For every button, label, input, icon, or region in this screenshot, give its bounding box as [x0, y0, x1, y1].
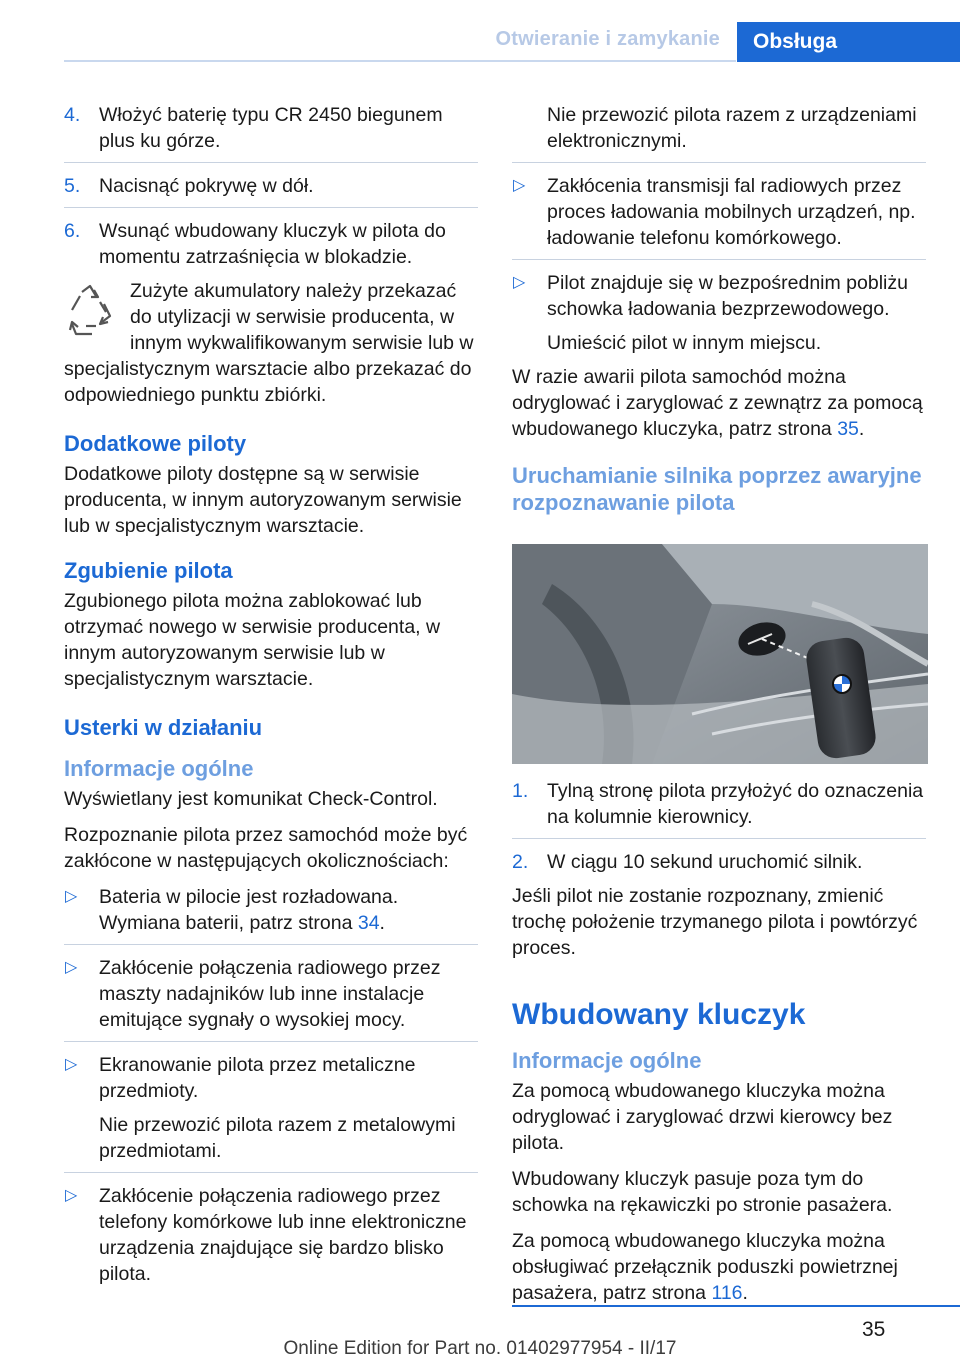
heading-zgubienie-pilota: Zgubienie pilota — [64, 558, 233, 583]
punctuation: . — [379, 912, 385, 934]
step-item — [512, 778, 926, 830]
header-rule — [64, 60, 736, 62]
triangle-bullet-icon: ▷ — [513, 274, 526, 291]
left-column — [64, 102, 478, 1295]
divider — [512, 162, 926, 163]
bullet-subtext: Umieścić pilot w innym miejscu. — [547, 332, 822, 354]
step-number: 2. — [512, 851, 529, 873]
step-number: 4. — [64, 104, 81, 126]
bullet-item — [64, 1052, 478, 1104]
paragraph: Jeśli pilot nie zostanie rozpoznany, zmienić trochę położenie trzymanego pilota i powtórzyć proces. — [512, 885, 918, 959]
step-text: Włożyć baterię typu CR 2450 biegunem plus ku górze. — [99, 104, 443, 152]
bullet-item — [512, 270, 926, 322]
heading-dodatkowe-piloty: Dodatkowe piloty — [64, 431, 247, 456]
steering-column-photo — [512, 544, 928, 764]
right-column — [512, 102, 926, 1316]
divider — [64, 1172, 478, 1173]
page-number: 35 — [862, 1318, 886, 1341]
bullet-text: Ekranowanie pilota przez metaliczne przedmioty. — [99, 1054, 416, 1102]
step-item — [64, 218, 478, 270]
paragraph-text: Za pomocą wbudowanego kluczyka można obsługiwać przełącznik poduszki powietrznej pasażera, patrz strona — [512, 1230, 898, 1304]
divider — [64, 162, 478, 163]
paragraph: Zgubionego pilota można zablokować lub otrzymać nowego w serwisie producenta, w innym autoryzowanym serwisie lub w specjalistycznym warsztacie. — [64, 590, 441, 690]
recycle-icon — [64, 282, 116, 342]
heading-uruchamianie: Uruchamianie silnika poprzez awaryjne rozpoznawanie pilota — [512, 463, 922, 515]
step-text: W ciągu 10 sekund uruchomić silnik. — [547, 851, 863, 873]
bullet-subtext: Nie przewozić pilota razem z urządzeniami elektronicznymi. — [547, 104, 917, 152]
paragraph: Za pomocą wbudowanego kluczyka można odryglować i zaryglować drzwi kierowcy bez pilota. — [512, 1080, 893, 1154]
triangle-bullet-icon: ▷ — [65, 1056, 78, 1073]
bullet-text: Zakłócenia transmisji fal radiowych przez proces ładowania mobilnych urządzeń, np. ładowanie telefonu komórkowego. — [547, 175, 916, 249]
bullet-text: Zakłócenie połączenia radiowego przez maszty nadajników lub inne instalacje emitujące sygnały o wysokiej mocy. — [99, 957, 441, 1031]
divider — [64, 207, 478, 208]
paragraph-text: W razie awarii pilota samochód można odryglować i zaryglować z zewnątrz za pomocą wbudowanego kluczyka, patrz strona — [512, 366, 923, 440]
step-text: Nacisnąć pokrywę w dół. — [99, 175, 314, 197]
page-link[interactable]: 116 — [711, 1282, 743, 1304]
step-item — [512, 849, 926, 875]
step-text: Wsunąć wbudowany kluczyk w pilota do momentu zatrzaśnięcia w blokadzie. — [99, 220, 446, 268]
recycling-note — [64, 278, 478, 408]
punctuation: . — [742, 1282, 748, 1304]
paragraph: Dodatkowe piloty dostępne są w serwisie producenta, w innym autoryzowanym serwisie lub w specjalistycznym warsztacie. — [64, 463, 462, 537]
step-number: 6. — [64, 220, 81, 242]
step-number: 1. — [512, 780, 529, 802]
heading-wbudowany-kluczyk: Wbudowany kluczyk — [512, 998, 806, 1031]
divider — [64, 944, 478, 945]
steering-column-illustration — [512, 544, 928, 764]
divider — [64, 1041, 478, 1042]
page-link[interactable]: 34 — [357, 912, 380, 934]
step-item — [64, 173, 478, 199]
note-text: Zużyte akumulatory należy przekazać do utylizacji w serwisie producenta, w innym wykwalifikowanym serwisie lub w specjalistycznym warsztacie albo przekazać do odpowiedniego punktu zbiórki. — [64, 280, 474, 406]
bullet-item — [512, 173, 926, 251]
bullet-item — [64, 1183, 478, 1287]
bullet-text: Zakłócenie połączenia radiowego przez telefony komórkowe lub inne elektroniczne urządzenia znajdujące się bardzo blisko pilota. — [99, 1185, 467, 1285]
divider — [512, 259, 926, 260]
divider — [512, 838, 926, 839]
triangle-bullet-icon: ▷ — [513, 177, 526, 194]
page-header — [0, 22, 960, 62]
page-link[interactable]: 35 — [837, 418, 859, 440]
edition-note: Online Edition for Part no. 01402977954 - II/17 — [283, 1338, 677, 1359]
heading-usterki: Usterki w działaniu — [64, 715, 263, 740]
step-text: Tylną stronę pilota przyłożyć do oznaczenia na kolumnie kierownicy. — [547, 780, 924, 828]
triangle-bullet-icon: ▷ — [65, 1187, 78, 1204]
step-item — [64, 102, 478, 154]
bullet-text: Pilot znajduje się w bezpośrednim pobliżu schowka ładowania bezprzewodowego. — [547, 272, 908, 320]
triangle-bullet-icon: ▷ — [65, 888, 78, 905]
heading-informacje-ogolne: Informacje ogólne — [512, 1048, 702, 1073]
bullet-item — [64, 955, 478, 1033]
triangle-bullet-icon: ▷ — [65, 959, 78, 976]
bullet-subtext: Nie przewozić pilota razem z metalowymi przedmiotami. — [99, 1114, 456, 1162]
heading-informacje-ogolne: Informacje ogólne — [64, 756, 254, 781]
paragraph — [512, 364, 926, 442]
punctuation: . — [858, 418, 865, 440]
paragraph: Wbudowany kluczyk pasuje poza tym do schowka na rękawiczki po stronie pasażera. — [512, 1168, 893, 1216]
footer-rule — [512, 1305, 960, 1307]
step-number: 5. — [64, 175, 81, 197]
header-section-title: Otwieranie i zamykanie — [495, 28, 720, 50]
paragraph: Wyświetlany jest komunikat Check-Control. — [64, 788, 438, 810]
bullet-text: Bateria w pilocie jest rozładowana. Wymiana baterii, patrz strona — [99, 886, 399, 934]
header-tab: Obsługa — [737, 22, 960, 62]
paragraph: Rozpoznanie pilota przez samochód może być zakłócone w następujących okolicznościach: — [64, 824, 468, 872]
bullet-item — [64, 884, 478, 936]
paragraph — [512, 1228, 926, 1306]
